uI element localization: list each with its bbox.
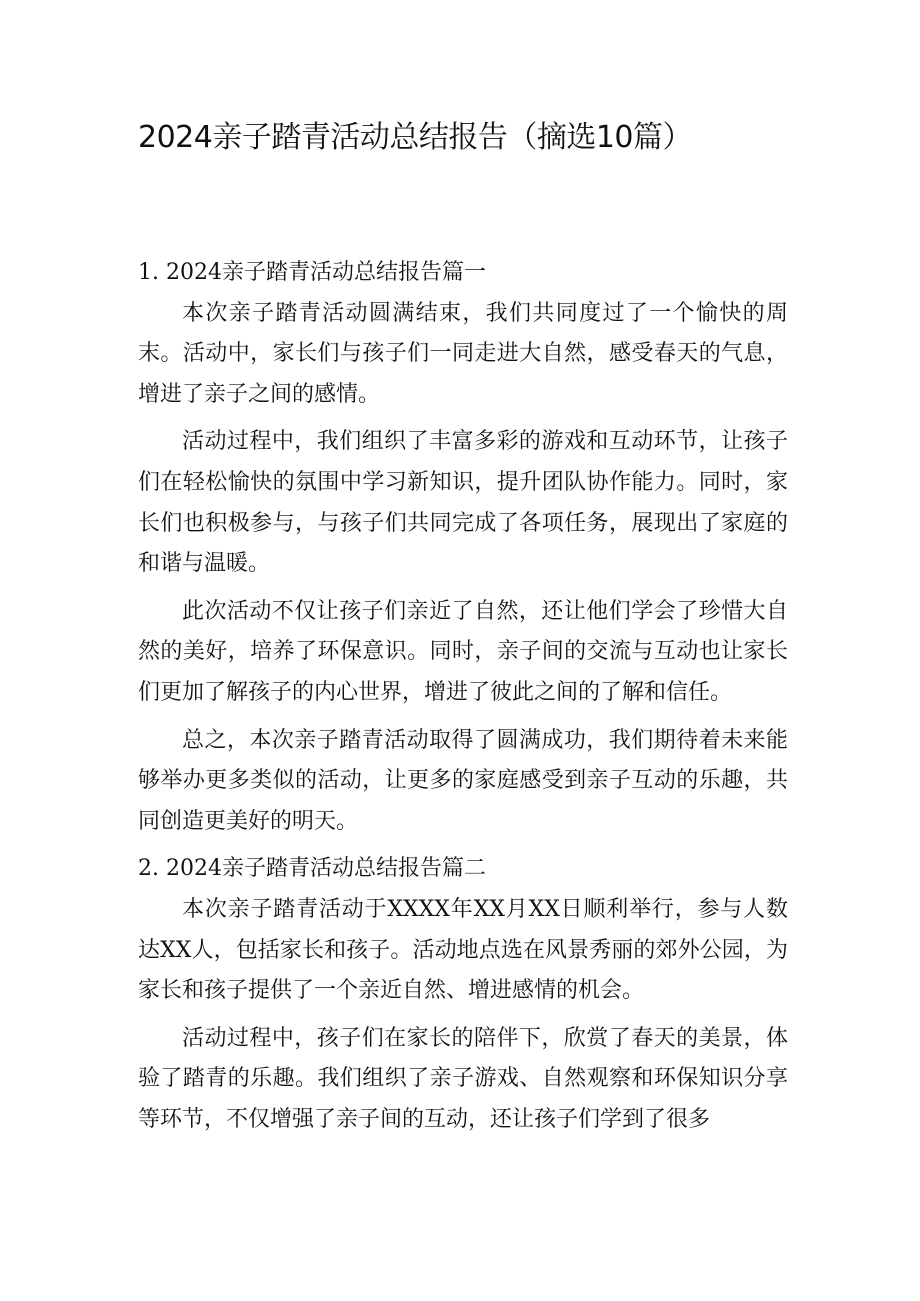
- paragraph: 此次活动不仅让孩子们亲近了自然，还让他们学会了珍惜大自然的美好，培养了环保意识。同时，亲子间的交流与互动也让家长们更加了解孩子的内心世界，增进了彼此之间的了解和信任。: [138, 598, 788, 705]
- document-body: [138, 253, 788, 1147]
- section-heading: 1. 2024亲子踏青活动总结报告篇一: [138, 260, 486, 285]
- paragraph: 本次亲子踏青活动圆满结束，我们共同度过了一个愉快的周末。活动中，家长们与孩子们一同走进大自然，感受春天的气息，增进了亲子之间的感情。: [138, 300, 788, 407]
- paragraph: 本次亲子踏青活动于XXXX年XX月XX日顺利举行，参与人数达XX人，包括家长和孩子。活动地点选在风景秀丽的郊外公园，为家长和孩子提供了一个亲近自然、增进感情的机会。: [138, 896, 788, 1004]
- section-2: [138, 849, 788, 1140]
- section-heading: 2. 2024亲子踏青活动总结报告篇二: [138, 856, 486, 882]
- document-title: 2024亲子踏青活动总结报告（摘选10篇）: [138, 120, 693, 155]
- paragraph: 总之，本次亲子踏青活动取得了圆满成功，我们期待着未来能够举办更多类似的活动，让更多的家庭感受到亲子互动的乐趣，共同创造更美好的明天。: [138, 727, 788, 834]
- paragraph: 活动过程中，孩子们在家长的陪伴下，欣赏了春天的美景，体验了踏青的乐趣。我们组织了亲子游戏、自然观察和环保知识分享等环节，不仅增强了亲子间的互动，还让孩子们学到了很多: [138, 1025, 788, 1132]
- section-1: [138, 253, 788, 842]
- paragraph: 活动过程中，我们组织了丰富多彩的游戏和互动环节，让孩子们在轻松愉快的氛围中学习新知识，提升团队协作能力。同时，家长们也积极参与，与孩子们共同完成了各项任务，展现出了家庭的和谐与温暖。: [138, 429, 788, 577]
